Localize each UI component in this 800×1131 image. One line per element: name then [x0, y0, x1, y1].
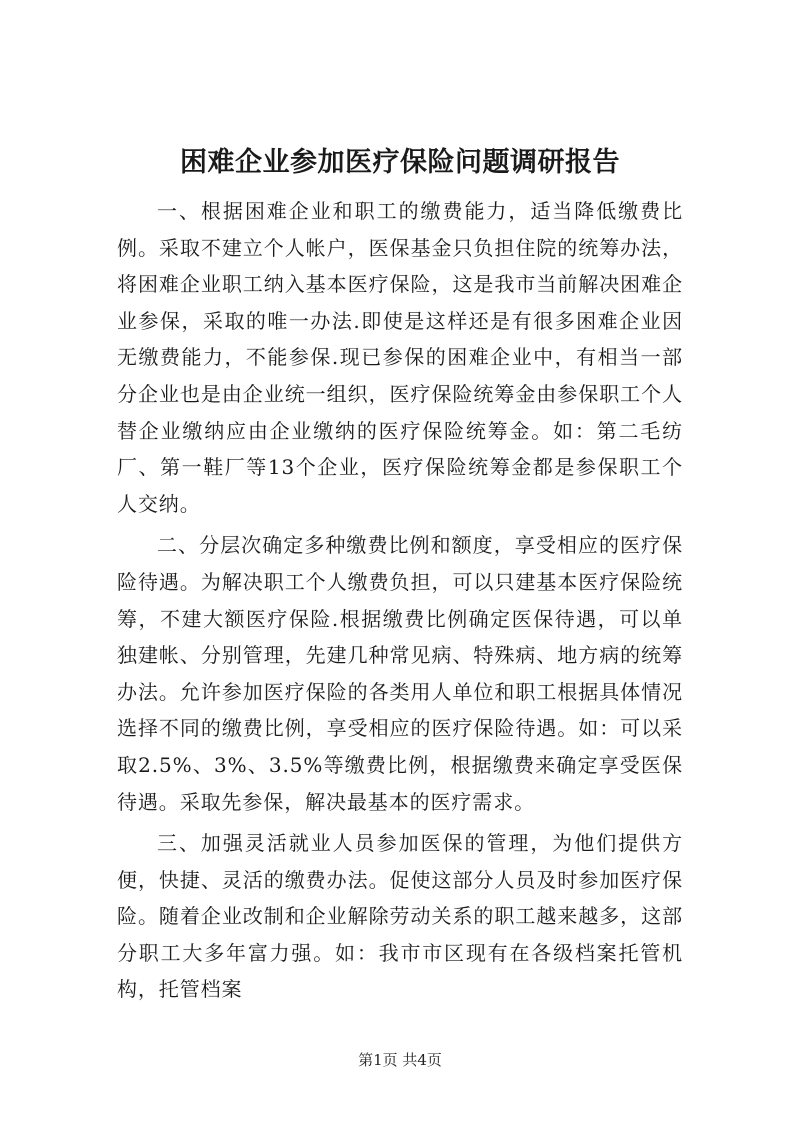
paragraph-1: 一、根据困难企业和职工的缴费能力，适当降低缴费比例。采取不建立个人帐户，医保基金只负担住院的统筹办法，将困难企业职工纳入基本医疗保险，这是我市当前解决困难企业参保，采取的唯一办法.即使是这样还是有很多困难企业因无缴费能力，不能参保.现已参保的困难企业中，有相当一部分企业也是由企业统一组织，医疗保险统筹金由参保职工个人替企业缴纳应由企业缴纳的医疗保险统筹金。如：第二毛纺厂、第一鞋厂等13个企业，医疗保险统筹金都是参保职工个人交纳。 [117, 199, 683, 516]
paragraph-2: 二、分层次确定多种缴费比例和额度，享受相应的医疗保险待遇。为解决职工个人缴费负担，可以只建基本医疗保险统筹，不建大额医疗保险.根据缴费比例确定医保待遇，可以单独建帐、分别管理，先建几种常见病、特殊病、地方病的统筹办法。允许参加医疗保险的各类用人单位和职工根据具体情况选择不同的缴费比例，享受相应的医疗保险待遇。如：可以采取2.5%、3%、3.5%等缴费比例，根据缴费来确定享受医保待遇。采取先参保，解决最基本的医疗需求。 [117, 533, 683, 814]
page-number-footer: 第1页 共4页 [358, 1051, 442, 1069]
paragraph-3: 三、加强灵活就业人员参加医保的管理，为他们提供方便，快捷、灵活的缴费办法。促使这部分人员及时参加医疗保险。随着企业改制和企业解除劳动关系的职工越来越多，这部分职工大多年富力强。如：我市市区现有在各级档案托管机构，托管档案 [117, 831, 683, 1002]
document-title: 困难企业参加医疗保险问题调研报告 [180, 147, 620, 178]
document-body [117, 193, 683, 1008]
